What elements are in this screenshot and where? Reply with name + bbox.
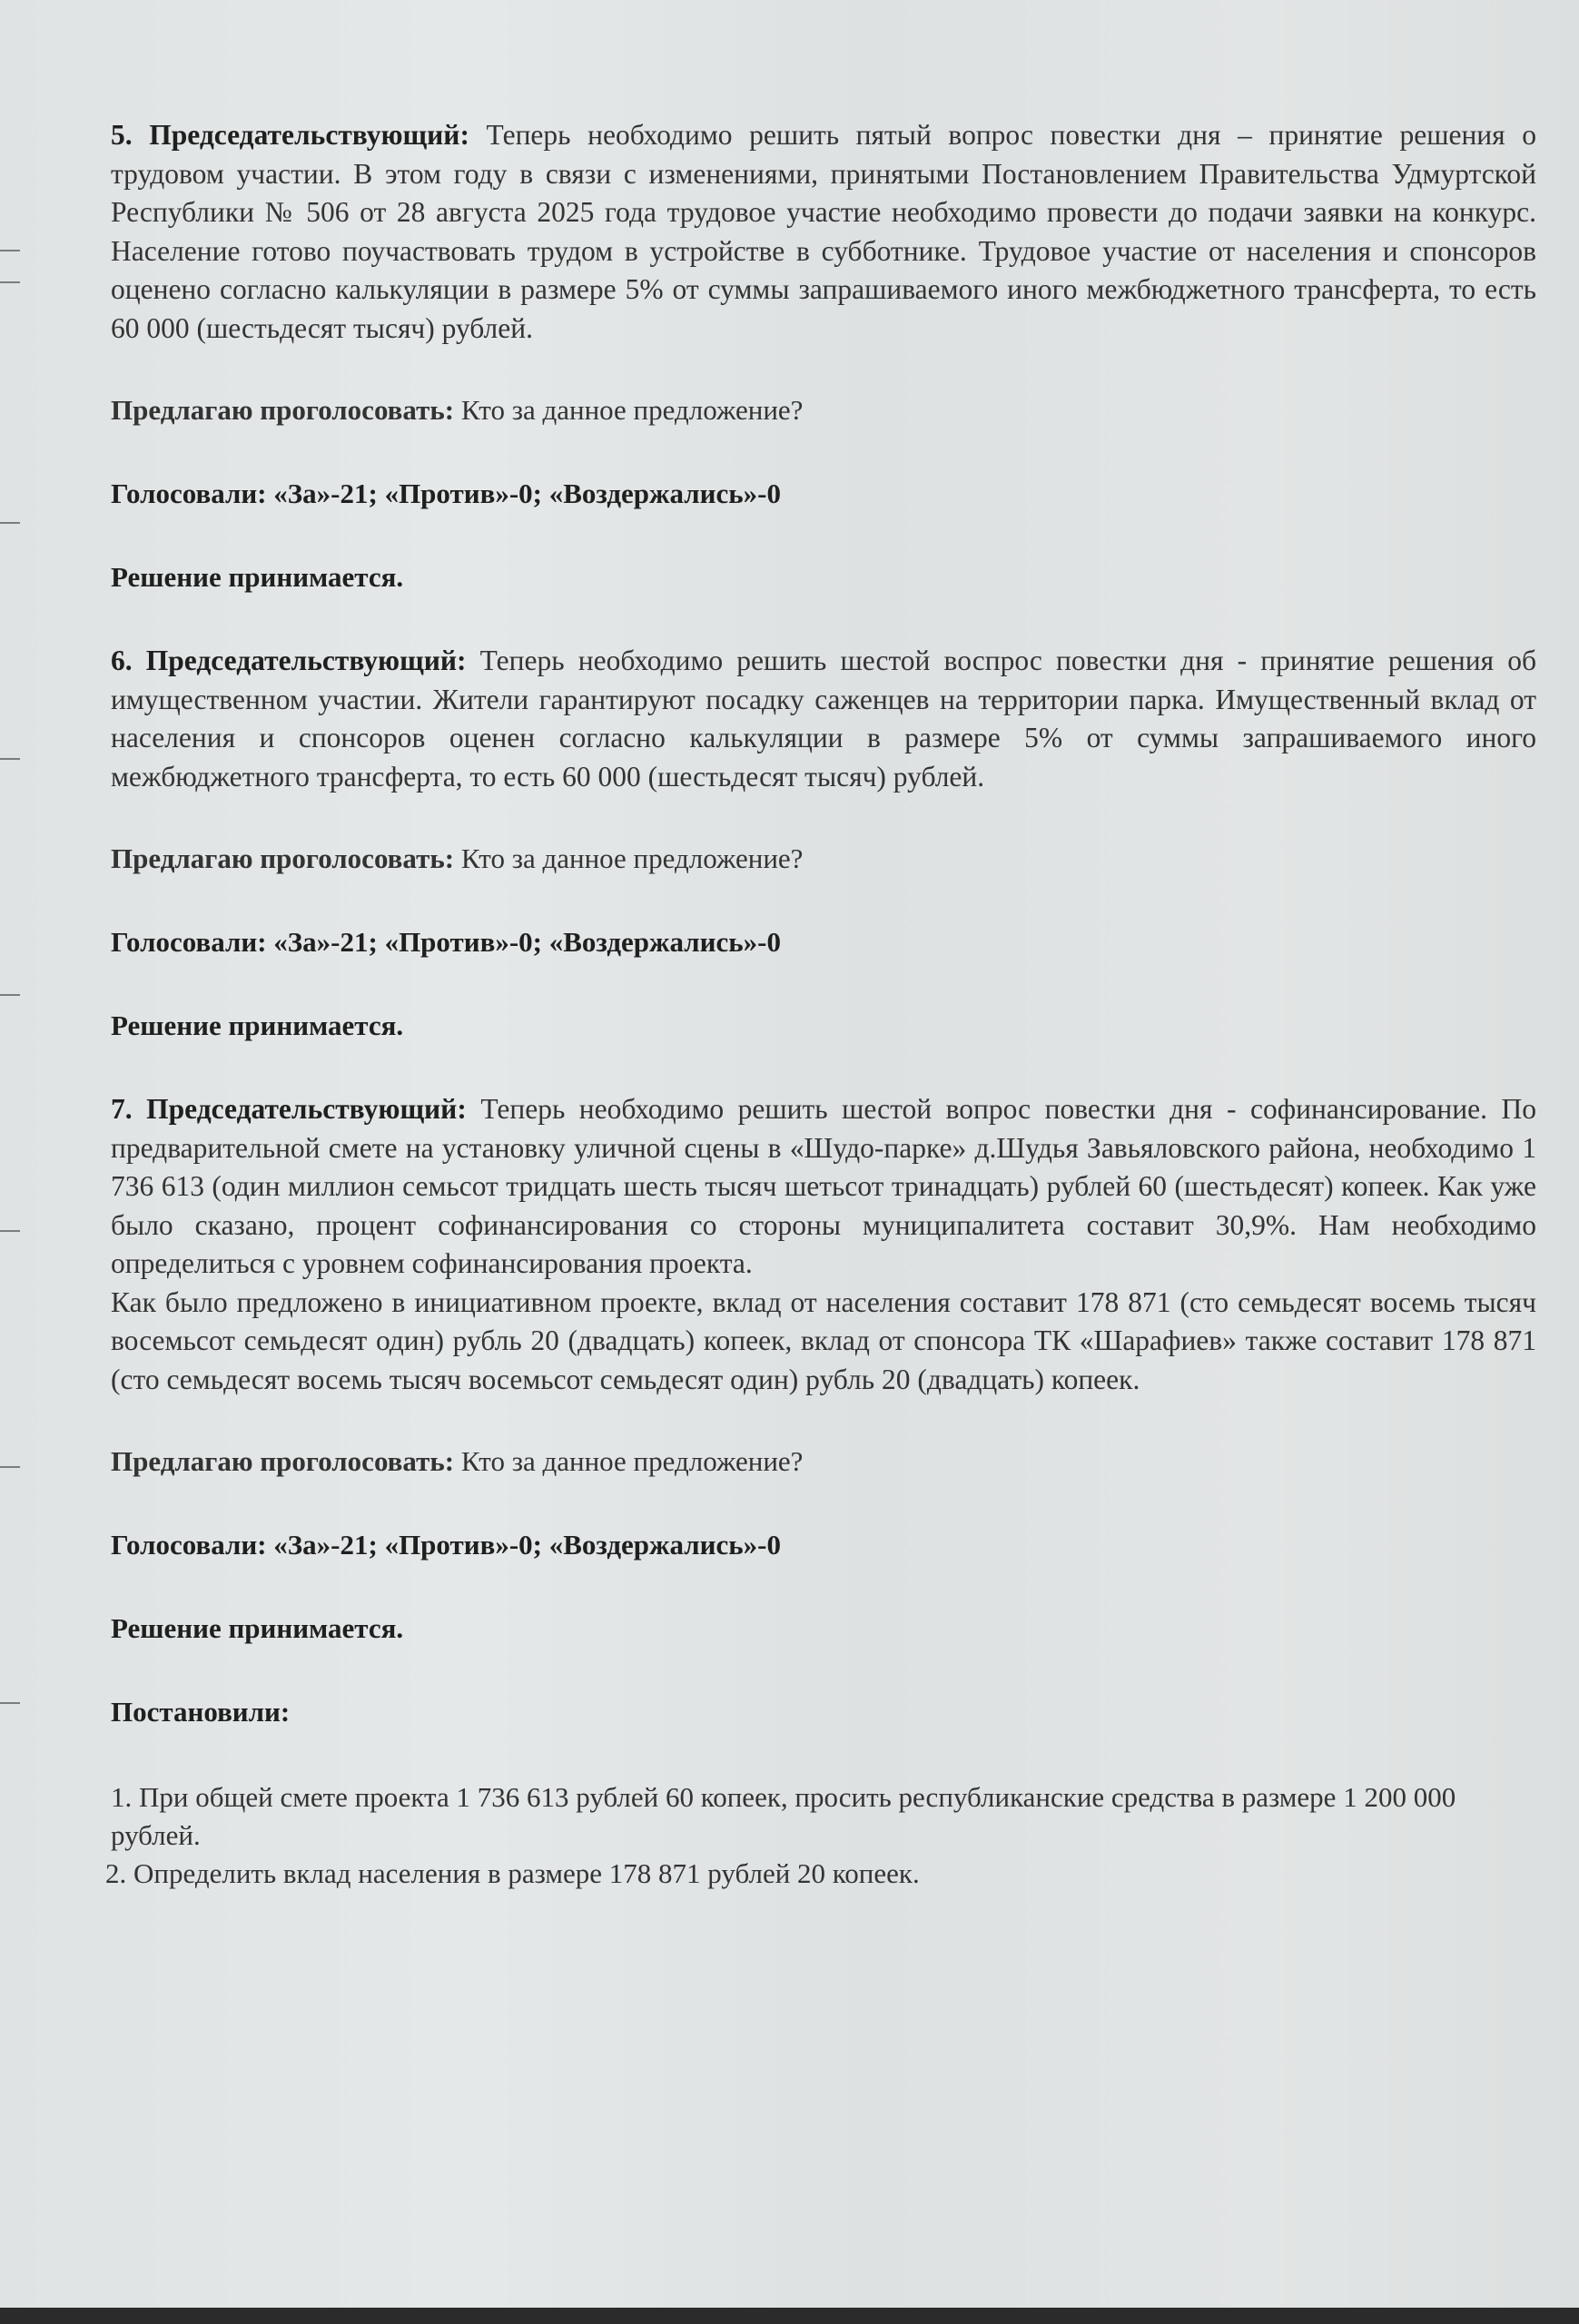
margin-mark bbox=[0, 250, 20, 251]
margin-mark bbox=[0, 1230, 20, 1232]
vote-prompt-question: Кто за данное предложение? bbox=[460, 394, 804, 426]
vote-prompt bbox=[111, 391, 1536, 429]
decision: Решение принимается. bbox=[111, 1009, 404, 1041]
item-number: 5. bbox=[111, 119, 133, 151]
agenda-item-6 bbox=[111, 642, 1536, 1045]
item-text: Теперь необходимо решить шестой вопрос повестки дня - софинансирование. По предварительной смете на установку уличной сцены в «Шудо-парке» д.Шудья Завьяловского района, необходимо 1 736 613 (один миллион семьсот тридцать шесть тысяч шетьсот тринадцать) рублей 60 (шестьдесят) копеек. Как уже было сказано, процент софинансирования со стороны муниципалитета составит 30,9%. Нам необходимо определиться с уровнем софинансирования проекта. bbox=[111, 1093, 1536, 1279]
margin-mark bbox=[0, 522, 20, 524]
decision: Решение принимается. bbox=[111, 1612, 404, 1644]
resolution-section bbox=[105, 1693, 1536, 1893]
item-paragraph bbox=[111, 642, 1536, 796]
vote-result: Голосовали: «За»-21; «Против»-0; «Воздержались»-0 bbox=[111, 478, 781, 509]
scan-bottom-edge bbox=[0, 2308, 1579, 2324]
decision: Решение принимается. bbox=[111, 561, 404, 593]
item-number: 6. bbox=[111, 645, 133, 676]
margin-mark bbox=[0, 758, 20, 760]
document-content bbox=[105, 116, 1537, 1893]
vote-prompt-label: Предлагаю проголосовать: bbox=[111, 1445, 455, 1477]
speaker-label: Председательствующий: bbox=[149, 119, 469, 151]
vote-prompt-label: Предлагаю проголосовать: bbox=[111, 842, 455, 874]
resolution-heading: Постановили: bbox=[111, 1696, 291, 1728]
margin-mark bbox=[0, 281, 20, 283]
vote-result: Голосовали: «За»-21; «Против»-0; «Воздержались»-0 bbox=[111, 926, 781, 958]
item-paragraph bbox=[111, 116, 1536, 348]
vote-prompt bbox=[111, 1443, 1536, 1481]
speaker-label: Председательствующий: bbox=[146, 1093, 467, 1125]
margin-mark bbox=[0, 1466, 20, 1468]
vote-prompt-label: Предлагаю проголосовать: bbox=[111, 394, 455, 426]
item-text: Теперь необходимо решить шестой воспрос повестки дня - принятие решения об имущественном участии. Жители гарантируют посадку саженцев на территории парка. Имущественный вклад от населения и спонсоров оценен согласно калькуляции в размере 5% от суммы запрашиваемого иного межбюджетного трансферта, то есть 60 000 (шестьдесят тысяч) рублей. bbox=[111, 645, 1536, 793]
item-number: 7. bbox=[111, 1093, 133, 1125]
vote-prompt-question: Кто за данное предложение? bbox=[460, 842, 804, 874]
agenda-item-7 bbox=[111, 1090, 1536, 1648]
resolution-point-2: 2. Определить вклад населения в размере 178 871 рублей 20 копеек. bbox=[105, 1857, 920, 1889]
margin-mark bbox=[0, 994, 20, 996]
item-paragraph bbox=[111, 1090, 1536, 1284]
item-text: Теперь необходимо решить пятый вопрос повестки дня – принятие решения о трудовом участии. В этом году в связи с изменениями, принятыми Постановлением Правительства Удмуртской Республики № 506 от 28 августа 2025 года трудовое участие необходимо провести до подачи заявки на конкурс. Население готово поучаствовать трудом в устройстве в субботнике. Трудовое участие от населения и спонсоров оценено согласно калькуляции в размере 5% от суммы запрашиваемого иного межбюджетного трансферта, то есть 60 000 (шестьдесят тысяч) рублей. bbox=[111, 119, 1537, 344]
vote-result: Голосовали: «За»-21; «Против»-0; «Воздержались»-0 bbox=[111, 1529, 781, 1561]
vote-prompt bbox=[111, 840, 1536, 878]
speaker-label: Председательствующий: bbox=[145, 645, 467, 676]
agenda-item-5 bbox=[111, 116, 1536, 596]
vote-prompt-question: Кто за данное предложение? bbox=[460, 1445, 804, 1477]
item-extra-paragraph: Как было предложено в инициативном проекте, вклад от населения составит 178 871 (сто семьдесят восемь тысяч восемьсот семьдесят один) рубль 20 (двадцать) копеек, вклад от спонсора ТК «Шарафиев» также составит 178 871 (сто семьдесят восемь тысяч восемьсот семьдесят один) рубль 20 (двадцать) копеек. bbox=[111, 1285, 1536, 1395]
resolution-point-1: 1. При общей смете проекта 1 736 613 рублей 60 копеек, просить республиканские средства в размере 1 200 000 рублей. bbox=[111, 1781, 1456, 1851]
margin-mark bbox=[0, 1702, 20, 1704]
